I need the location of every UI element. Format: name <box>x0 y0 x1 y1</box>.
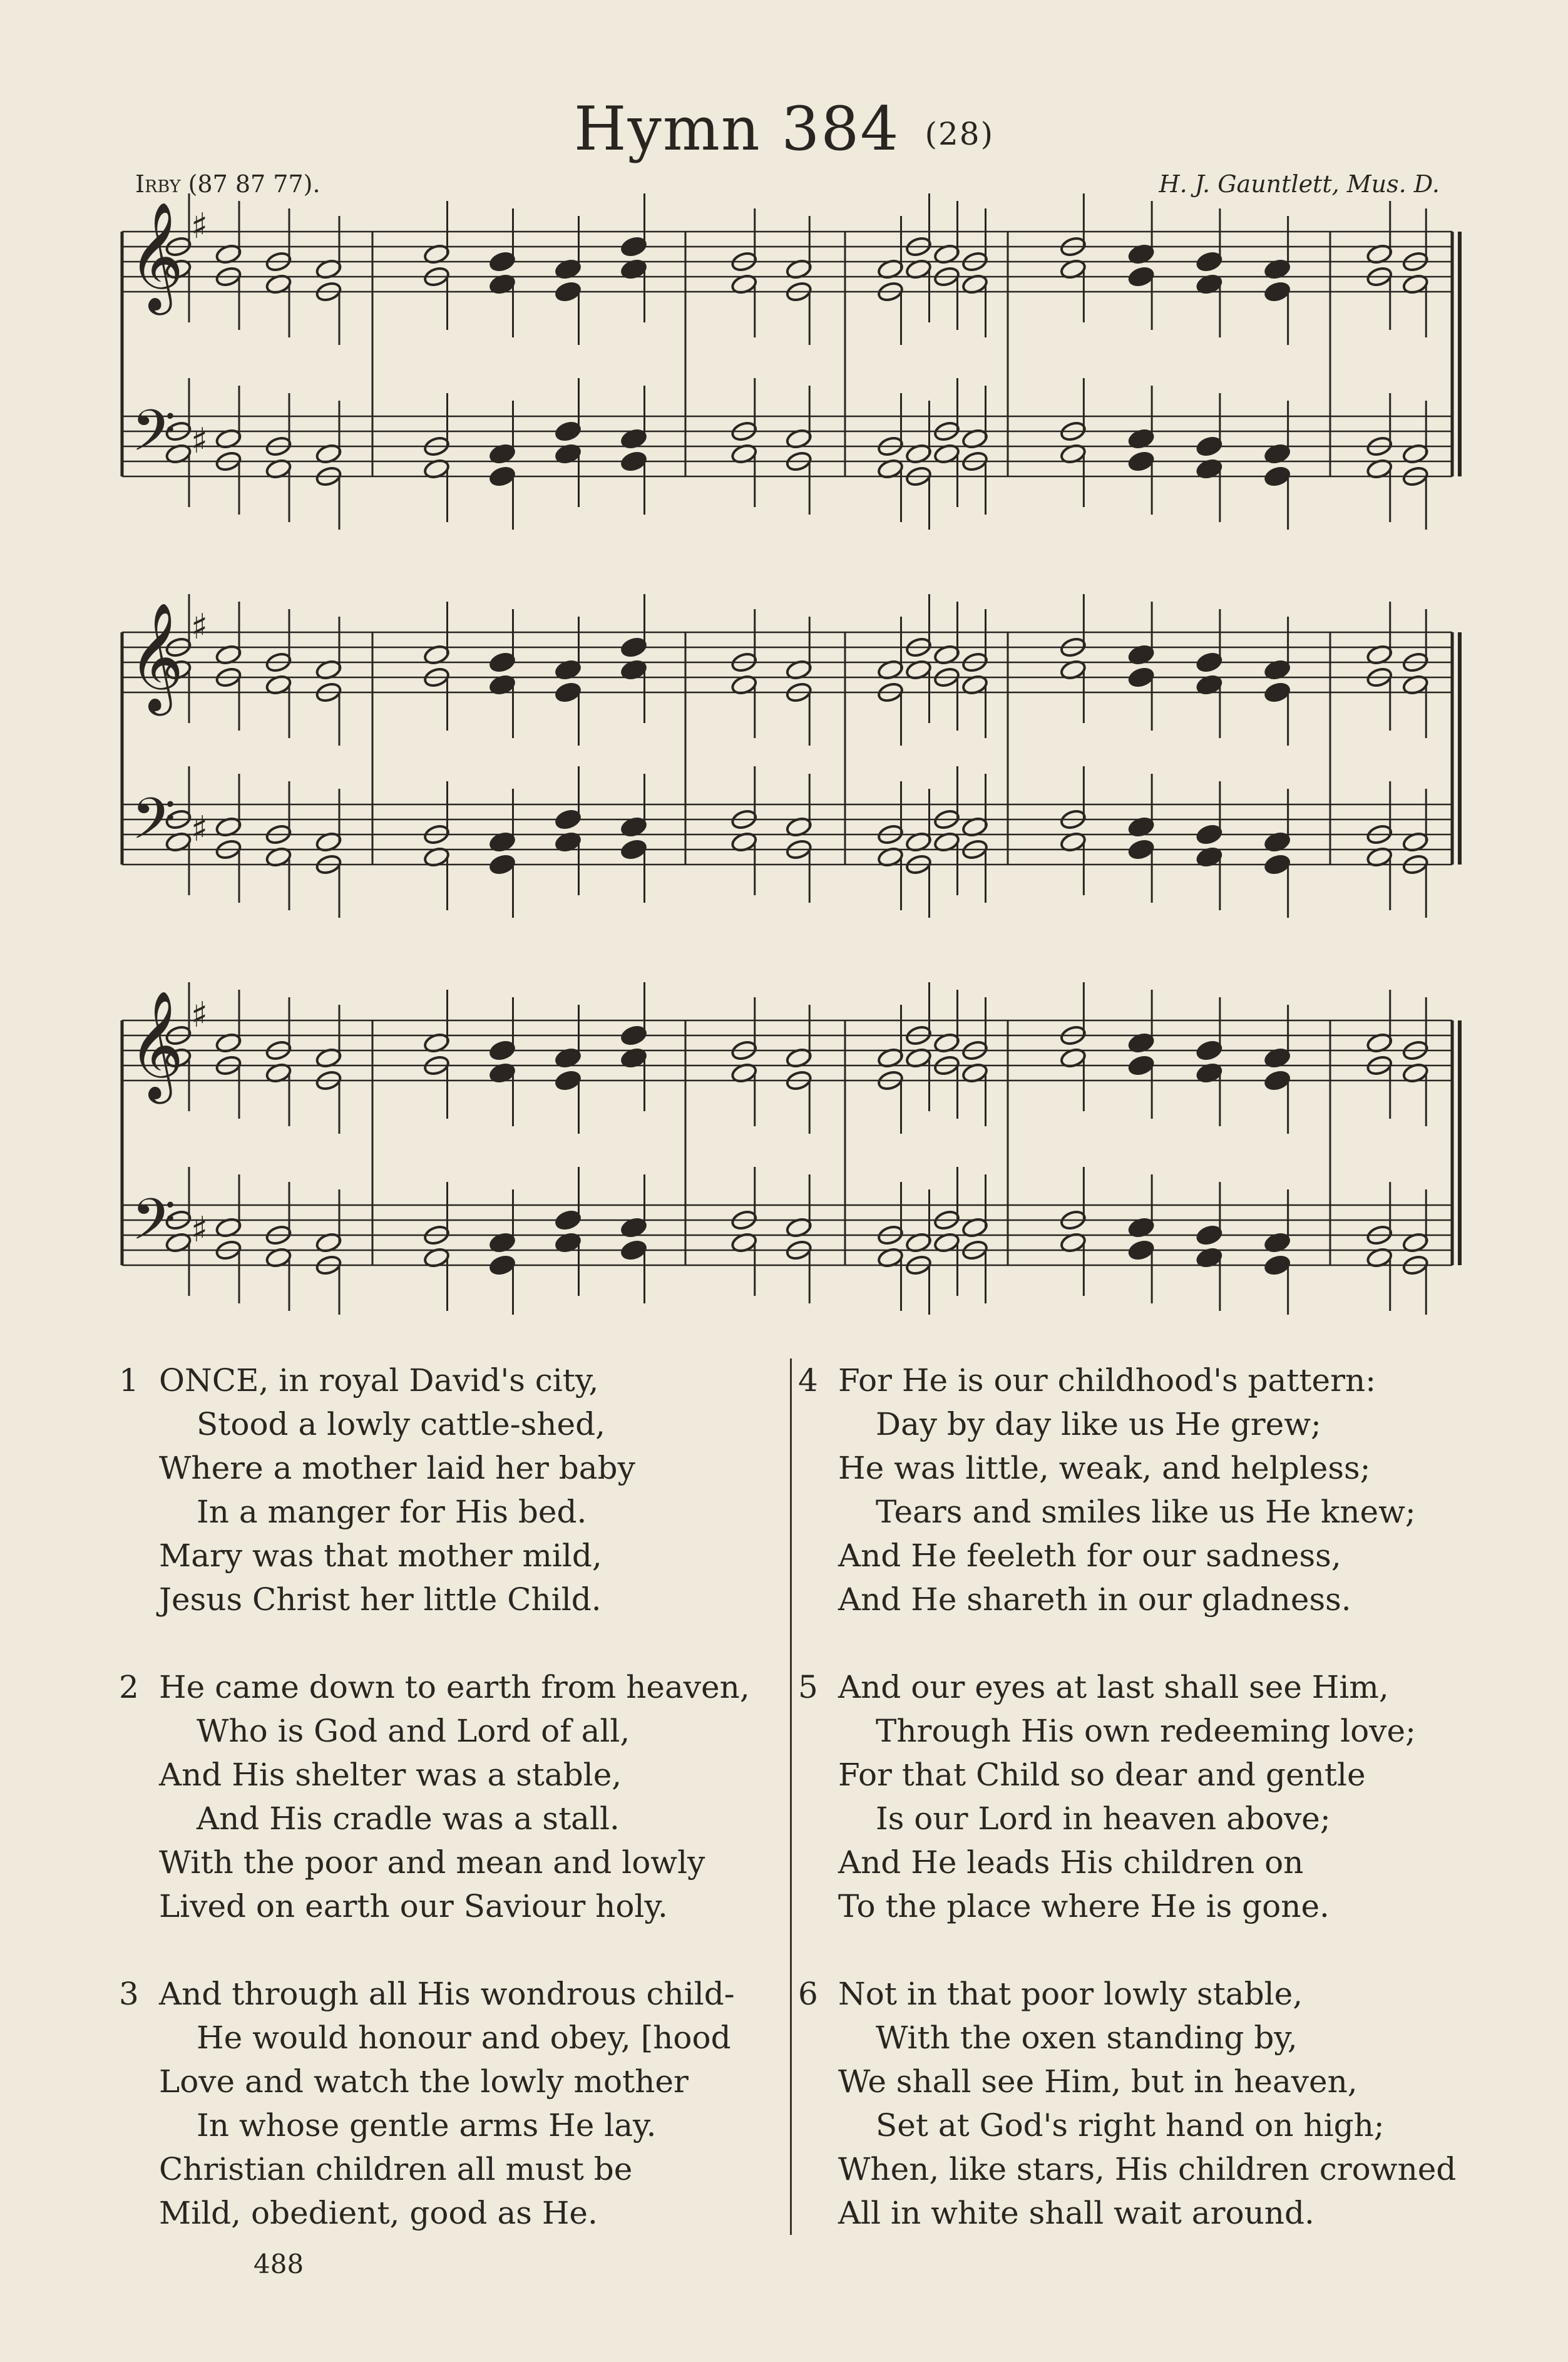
note-head <box>1264 853 1291 876</box>
treble-clef: 𝄞 <box>128 602 184 711</box>
verse-1 <box>119 1358 770 1621</box>
treble-clef: 𝄞 <box>128 990 184 1099</box>
note-head <box>555 681 582 704</box>
verse-number: 5 <box>798 1669 818 1705</box>
lyrics-left-column <box>119 1358 770 2279</box>
note-head <box>1264 465 1291 488</box>
note-head <box>555 1209 582 1231</box>
verse-line: Mild, obedient, good as He. <box>159 2195 598 2231</box>
note-head <box>1127 838 1155 861</box>
note-head <box>1127 450 1155 473</box>
key-signature-sharp: ♯ <box>191 1209 208 1250</box>
verse-line: Where a mother laid her baby <box>159 1450 635 1486</box>
verse-line: Lived on earth our Saviour holy. <box>159 1888 668 1924</box>
note-head <box>1264 681 1291 704</box>
verse-line: We shall see Him, but in heaven, <box>838 2063 1358 2100</box>
verse-line: Love and watch the lowly mother <box>159 2063 689 2100</box>
note-head <box>1196 1224 1223 1246</box>
verse-line: With the oxen standing by, <box>876 2020 1298 2056</box>
note-head <box>620 235 648 258</box>
note-head <box>1127 1054 1155 1077</box>
note-head <box>620 1239 648 1261</box>
key-signature-sharp: ♯ <box>191 421 208 461</box>
bass-clef: 𝄢 <box>131 786 176 866</box>
verse-line: For He is our childhood's pattern: <box>838 1362 1376 1399</box>
note-head <box>620 450 648 473</box>
note-head <box>489 853 516 876</box>
verse-number: 1 <box>119 1362 139 1399</box>
note-head <box>1196 250 1223 273</box>
verse-line: Not in that poor lowly stable, <box>838 1976 1303 2012</box>
verse-line: For that Child so dear and gentle <box>838 1757 1366 1793</box>
verse-line: Stood a lowly cattle-shed, <box>197 1406 606 1442</box>
hymn-alt-number: (28) <box>925 116 995 152</box>
verse-line: Mary was that mother mild, <box>159 1538 602 1574</box>
verse-3 <box>119 1972 770 2235</box>
note-head <box>555 280 582 303</box>
verse-line: He would honour and obey, [hood <box>197 2020 731 2056</box>
note-head <box>1127 666 1155 689</box>
key-signature-sharp: ♯ <box>191 995 208 1035</box>
page-number: 488 <box>254 2249 304 2279</box>
note-head <box>620 838 648 861</box>
hymn-title-text: Hymn 384 <box>573 94 900 164</box>
lyrics-right-column <box>798 1358 1487 2279</box>
key-signature-sharp: ♯ <box>191 809 208 850</box>
verse-line: Is our Lord in heaven above; <box>876 1800 1331 1837</box>
verse-number: 6 <box>798 1976 818 2012</box>
note-head <box>620 1024 648 1047</box>
note-head <box>1196 435 1223 458</box>
key-signature-sharp: ♯ <box>191 206 208 247</box>
verse-line: And He leads His children on <box>838 1844 1304 1881</box>
verse-line: Who is God and Lord of all, <box>197 1713 630 1749</box>
note-head <box>489 1254 516 1276</box>
treble-clef: 𝄞 <box>128 202 184 311</box>
note-head <box>1127 265 1155 288</box>
note-head <box>1196 651 1223 674</box>
verse-number: 4 <box>798 1362 818 1399</box>
verse-line: Tears and smiles like us He knew; <box>876 1494 1416 1530</box>
verse-number: 3 <box>119 1976 139 2012</box>
column-divider <box>790 1358 792 2235</box>
verse-line: In a manger for His bed. <box>197 1494 587 1530</box>
verse-line: He was little, weak, and helpless; <box>838 1450 1371 1486</box>
verse-6 <box>798 1972 1487 2235</box>
verse-2 <box>119 1665 770 1928</box>
verse-line: With the poor and mean and lowly <box>159 1844 705 1881</box>
note-head <box>1127 1239 1155 1261</box>
verse-line: And His shelter was a stable, <box>159 1757 622 1793</box>
note-head <box>489 250 516 273</box>
verse-line: And His cradle was a stall. <box>197 1800 620 1837</box>
verse-line: And He feeleth for our sadness, <box>838 1538 1341 1574</box>
verse-line: And through all His wondrous child- <box>159 1976 735 2012</box>
verse-line: Set at God's right hand on high; <box>876 2107 1385 2144</box>
note-head <box>1264 280 1291 303</box>
verse-5 <box>798 1665 1487 1928</box>
note-head <box>1264 1254 1291 1276</box>
note-head <box>555 1069 582 1092</box>
note-head <box>555 420 582 443</box>
verse-line: In whose gentle arms He lay. <box>197 2107 657 2144</box>
note-head <box>489 465 516 488</box>
verse-line: And He shareth in our gladness. <box>838 1581 1351 1618</box>
key-signature-sharp: ♯ <box>191 607 208 647</box>
verse-line: When, like stars, His children crowned <box>838 2151 1457 2187</box>
verse-line: Through His own redeeming love; <box>876 1713 1416 1749</box>
composer-credit: H. J. Gauntlett, Mus. D. <box>1159 170 1440 198</box>
note-head <box>555 808 582 831</box>
bass-clef: 𝄢 <box>131 398 176 478</box>
bass-clef: 𝄢 <box>131 1186 176 1266</box>
tune-name: Irby (87 87 77). <box>135 170 320 198</box>
verse-line: ONCE, in royal David's city, <box>159 1362 599 1399</box>
verse-line: All in white shall wait around. <box>838 2195 1314 2231</box>
note-head <box>1264 1069 1291 1092</box>
verse-line: To the place where He is gone. <box>838 1888 1330 1924</box>
verse-4 <box>798 1358 1487 1621</box>
verse-line: He came down to earth from heaven, <box>159 1669 750 1705</box>
note-head <box>489 1039 516 1062</box>
verse-line: Jesus Christ her little Child. <box>159 1581 602 1618</box>
note-head <box>620 636 648 659</box>
verse-line: And our eyes at last shall see Him, <box>838 1669 1389 1705</box>
note-head <box>489 651 516 674</box>
verse-line: Christian children all must be <box>159 2151 633 2187</box>
verse-number: 2 <box>119 1669 139 1705</box>
verse-line: Day by day like us He grew; <box>876 1406 1321 1442</box>
note-head <box>1196 1039 1223 1062</box>
note-head <box>1196 823 1223 846</box>
